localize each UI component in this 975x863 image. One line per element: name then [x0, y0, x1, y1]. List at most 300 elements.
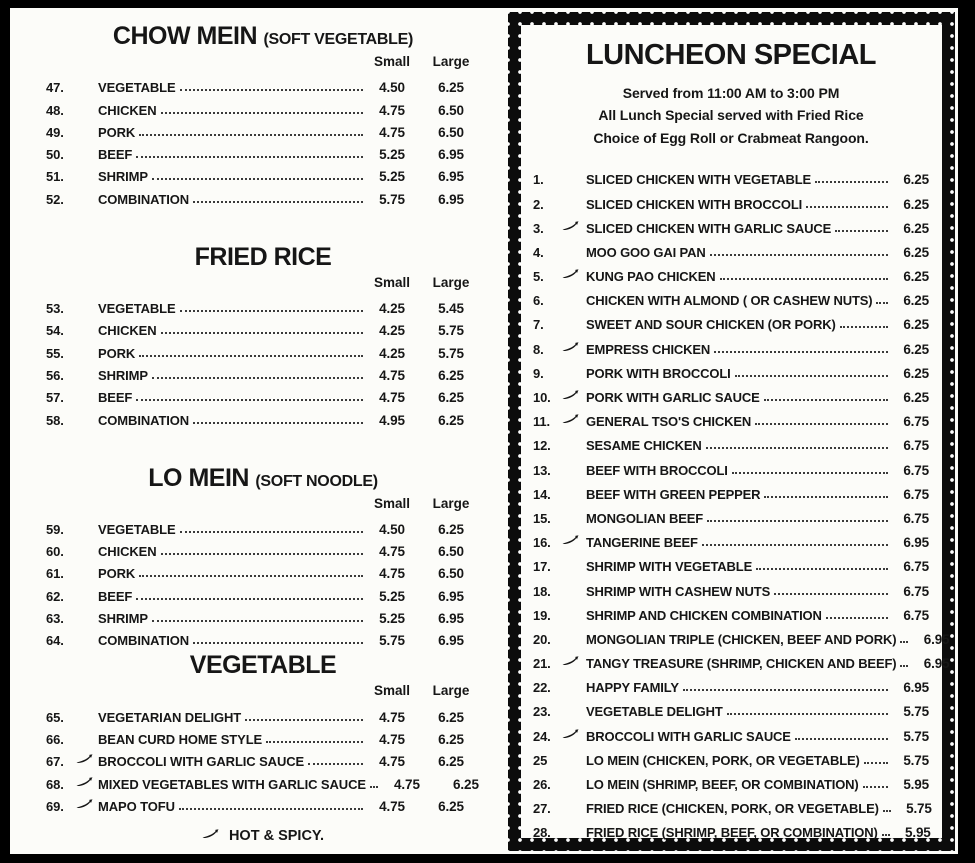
price-small: 4.95 — [379, 412, 405, 428]
luncheon-inner — [521, 25, 950, 841]
menu-item-row — [46, 626, 480, 648]
menu-item-row — [46, 294, 480, 316]
size-column-headers — [46, 683, 480, 698]
item-price: 6.25 — [903, 196, 929, 212]
item-number: 68. — [46, 776, 64, 792]
dot-leader — [152, 377, 363, 379]
item-number: 9. — [533, 365, 544, 381]
dot-leader — [840, 326, 888, 328]
item-name: KUNG PAO CHICKEN — [586, 269, 716, 285]
item-number: 8. — [533, 341, 544, 357]
chili-pepper-icon — [562, 341, 586, 357]
luncheon-item-list — [533, 163, 950, 841]
price-large: 6.50 — [438, 544, 464, 560]
item-name: GENERAL TSO'S CHICKEN — [586, 414, 752, 430]
item-price: 6.25 — [903, 341, 929, 357]
item-number: 1. — [533, 172, 544, 188]
item-name: TANGERINE BEEF — [586, 535, 698, 551]
item-number: 47. — [46, 80, 64, 96]
dot-leader — [706, 447, 888, 449]
item-name: BEEF WITH BROCCOLI — [586, 462, 728, 478]
item-number: 25 — [533, 752, 548, 768]
menu-item-row — [46, 73, 480, 95]
chili-pepper-icon — [76, 798, 98, 814]
dot-leader — [180, 89, 363, 91]
price-small: 4.75 — [379, 566, 405, 582]
item-name: PORK WITH GARLIC SAUCE — [586, 390, 760, 406]
item-name: BEEF — [98, 588, 133, 604]
item-number: 67. — [46, 754, 64, 770]
price-large: 6.25 — [453, 776, 479, 792]
item-number: 62. — [46, 588, 64, 604]
item-number: 3. — [533, 220, 544, 236]
item-number: 17. — [533, 559, 551, 575]
dot-leader — [139, 355, 363, 357]
hot-spicy-legend — [46, 828, 480, 848]
section-title — [46, 243, 480, 272]
luncheon-item-row — [533, 744, 929, 768]
price-small: 5.75 — [379, 191, 405, 207]
price-large: 6.50 — [438, 124, 464, 140]
item-number: 57. — [46, 390, 64, 406]
dot-leader — [707, 520, 888, 522]
luncheon-item-row — [533, 792, 932, 817]
item-number: 12. — [533, 438, 551, 454]
item-name: SHRIMP WITH VEGETABLE — [586, 559, 753, 575]
dot-leader — [900, 641, 908, 643]
luncheon-item-row — [533, 429, 929, 453]
luncheon-item-row — [533, 599, 929, 623]
item-name: COMBINATION — [98, 633, 190, 649]
menu-item-row — [46, 184, 480, 206]
price-large: 6.95 — [438, 191, 464, 207]
dot-leader — [835, 230, 888, 232]
luncheon-item-row — [533, 816, 929, 840]
section-title-text: LO MEIN — [148, 463, 249, 492]
luncheon-item-row — [533, 236, 929, 260]
price-small: 4.75 — [379, 390, 405, 406]
item-number: 6. — [533, 293, 544, 309]
small-column-header: Small — [373, 495, 411, 511]
dot-leader — [826, 617, 888, 619]
menu-section-lo-mein — [46, 464, 480, 649]
small-column-header: Small — [373, 54, 411, 69]
item-number: 58. — [46, 412, 64, 428]
price-small: 4.75 — [394, 776, 420, 792]
luncheon-special-panel — [508, 12, 955, 851]
item-number: 26. — [533, 777, 551, 793]
item-price: 5.95 — [904, 825, 931, 841]
dot-leader — [806, 206, 888, 208]
item-number: 7. — [533, 317, 544, 333]
luncheon-item-row — [533, 768, 929, 792]
price-small: 4.75 — [379, 102, 405, 118]
dot-leader — [180, 310, 363, 312]
item-price: 6.75 — [903, 583, 929, 599]
item-number: 11. — [533, 414, 550, 430]
price-large: 6.95 — [438, 169, 464, 185]
item-number: 50. — [46, 147, 64, 163]
large-column-header: Large — [432, 54, 470, 69]
item-number: 18. — [533, 583, 551, 599]
dot-leader — [370, 786, 378, 788]
luncheon-subtitle-choice: Choice of Egg Roll or Crabmeat Rangoon. — [593, 129, 869, 146]
item-number: 69. — [46, 798, 64, 814]
item-number: 15. — [533, 510, 551, 526]
item-price: 6.95 — [923, 656, 950, 672]
item-price: 6.25 — [903, 365, 929, 381]
chili-pepper-icon — [562, 728, 586, 744]
item-price: 6.95 — [903, 535, 929, 551]
luncheon-subtitle-rice: All Lunch Special served with Fried Rice — [598, 107, 864, 124]
item-name: PORK — [98, 345, 136, 361]
item-price: 5.95 — [903, 777, 929, 793]
luncheon-item-row — [533, 671, 929, 695]
luncheon-item-row — [533, 550, 929, 574]
item-price: 6.25 — [903, 220, 929, 236]
small-column-header: Small — [373, 683, 411, 699]
item-number: 49. — [46, 124, 64, 140]
item-name: PORK — [98, 566, 136, 582]
price-small: 4.75 — [379, 124, 405, 140]
chili-pepper-icon — [562, 268, 586, 284]
item-number: 61. — [46, 566, 64, 582]
item-number: 27. — [533, 801, 551, 817]
menu-item-row — [46, 769, 480, 791]
price-large: 5.75 — [438, 323, 464, 339]
dot-leader — [161, 332, 363, 334]
dot-leader — [714, 351, 888, 353]
dot-leader — [266, 741, 363, 743]
size-column-headers — [46, 275, 480, 290]
luncheon-item-row — [533, 212, 929, 236]
price-large: 6.25 — [438, 521, 464, 537]
hot-spicy-label: HOT & SPICY. — [228, 828, 325, 844]
dot-leader — [882, 834, 890, 836]
item-price: 5.75 — [906, 801, 932, 817]
item-number: 14. — [533, 486, 551, 502]
size-column-headers — [46, 496, 480, 511]
item-price: 6.75 — [903, 559, 929, 575]
menu-item-row — [46, 118, 480, 140]
luncheon-item-row — [533, 478, 929, 502]
item-price: 6.25 — [903, 293, 929, 309]
price-small: 4.50 — [379, 521, 405, 537]
chili-pepper-icon — [562, 389, 586, 405]
item-price: 6.75 — [903, 607, 929, 623]
chili-pepper-icon — [562, 413, 586, 429]
item-price: 6.75 — [903, 462, 929, 478]
price-small: 5.25 — [379, 169, 405, 185]
price-small: 5.25 — [379, 611, 405, 627]
item-name: SHRIMP — [98, 169, 148, 185]
dot-leader — [727, 713, 888, 715]
item-price: 6.75 — [903, 510, 929, 526]
price-large: 6.95 — [438, 588, 464, 604]
section-title — [46, 464, 480, 493]
luncheon-item-row — [533, 647, 950, 672]
luncheon-item-row — [533, 405, 929, 429]
item-name: SLICED CHICKEN WITH BROCCOLI — [586, 196, 803, 212]
price-small: 4.25 — [379, 345, 405, 361]
menu-item-row — [46, 515, 480, 537]
price-small: 5.25 — [379, 588, 405, 604]
menu-section-fried-rice — [46, 243, 480, 428]
price-large: 5.75 — [438, 345, 464, 361]
menu-item-row — [46, 361, 480, 383]
dot-leader — [152, 620, 363, 622]
menu-item-row — [46, 559, 480, 581]
section-title — [46, 651, 480, 680]
item-number: 5. — [533, 269, 544, 285]
price-large: 6.25 — [438, 412, 464, 428]
dot-leader — [161, 112, 363, 114]
large-column-header: Large — [432, 683, 470, 699]
item-name: CHICKEN WITH ALMOND ( OR CASHEW NUTS) — [586, 293, 873, 309]
price-large: 6.25 — [438, 731, 464, 747]
item-name: PORK WITH BROCCOLI — [586, 365, 731, 381]
price-large: 6.25 — [438, 709, 464, 725]
item-name: MOO GOO GAI PAN — [586, 244, 706, 260]
dot-leader — [179, 808, 363, 810]
item-name: VEGETARIAN DELIGHT — [98, 709, 242, 725]
dot-leader — [193, 201, 363, 203]
price-small: 4.75 — [379, 754, 405, 770]
section-subtitle: (SOFT VEGETABLE) — [263, 31, 414, 48]
dot-leader — [900, 665, 908, 667]
dot-leader — [139, 575, 363, 577]
item-price: 6.25 — [903, 244, 929, 260]
price-large: 6.25 — [438, 367, 464, 383]
price-small: 4.25 — [379, 301, 405, 317]
item-number: 60. — [46, 544, 64, 560]
item-number: 52. — [46, 191, 64, 207]
dot-leader — [764, 496, 888, 498]
dot-leader — [720, 278, 888, 280]
item-number: 10. — [533, 390, 551, 406]
item-name: BEEF — [98, 390, 133, 406]
price-large: 6.95 — [438, 633, 464, 649]
menu-section-vegetable — [46, 651, 480, 813]
menu-item-row — [46, 792, 480, 814]
dot-leader — [161, 553, 363, 555]
dot-leader — [193, 642, 363, 644]
luncheon-subtitle-hours: Served from 11:00 AM to 3:00 PM — [622, 85, 840, 101]
dot-leader — [193, 422, 363, 424]
size-column-headers — [46, 54, 480, 69]
menu-item-row — [46, 537, 480, 559]
chili-pepper-icon — [76, 753, 98, 769]
dot-leader — [732, 472, 888, 474]
item-price: 6.95 — [903, 680, 929, 696]
item-name: SHRIMP AND CHICKEN COMBINATION — [586, 607, 822, 623]
item-price: 6.25 — [903, 172, 929, 188]
item-name: VEGETABLE — [98, 521, 176, 537]
dot-leader — [180, 531, 363, 533]
item-name: LO MEIN (CHICKEN, PORK, OR VEGETABLE) — [586, 752, 860, 768]
price-large: 5.45 — [438, 301, 464, 317]
menu-item-row — [46, 702, 480, 724]
luncheon-item-row — [533, 357, 929, 381]
item-price: 6.75 — [903, 486, 929, 502]
item-price: 5.75 — [903, 728, 929, 744]
item-name: SHRIMP — [98, 367, 148, 383]
price-small: 4.75 — [379, 798, 405, 814]
price-large: 6.95 — [438, 611, 464, 627]
dot-leader — [795, 738, 888, 740]
item-name: BEAN CURD HOME STYLE — [98, 731, 263, 747]
dot-leader — [815, 181, 888, 183]
menu-item-row — [46, 140, 480, 162]
price-large: 6.25 — [438, 798, 464, 814]
item-name: SLICED CHICKEN WITH VEGETABLE — [586, 172, 812, 188]
luncheon-item-row — [533, 719, 929, 743]
menu-item-row — [46, 383, 480, 405]
dot-leader — [136, 598, 363, 600]
dot-leader — [756, 568, 888, 570]
item-name: COMBINATION — [98, 412, 190, 428]
menu-item-row — [46, 747, 480, 769]
chili-pepper-icon — [202, 828, 229, 844]
item-name: FRIED RICE (SHRIMP, BEEF, OR COMBINATION) — [586, 825, 878, 841]
item-name: SLICED CHICKEN WITH GARLIC SAUCE — [586, 220, 832, 236]
dot-leader — [710, 254, 888, 256]
price-small: 5.25 — [379, 147, 405, 163]
left-menu-sections — [46, 16, 480, 814]
item-name: VEGETABLE DELIGHT — [586, 704, 723, 720]
large-column-header: Large — [432, 274, 470, 290]
price-small: 4.75 — [379, 367, 405, 383]
item-number: 55. — [46, 345, 64, 361]
luncheon-item-row — [533, 187, 929, 211]
dot-leader — [735, 375, 888, 377]
section-title-text: CHOW MEIN — [112, 22, 258, 50]
section-title — [46, 22, 480, 51]
price-large: 6.50 — [438, 566, 464, 582]
section-title-text: VEGETABLE — [189, 651, 337, 680]
luncheon-item-row — [533, 623, 950, 647]
dot-leader — [139, 134, 363, 136]
dot-leader — [755, 423, 888, 425]
price-small: 4.75 — [379, 709, 405, 725]
luncheon-title: LUNCHEON SPECIAL — [585, 39, 877, 71]
item-price: 5.75 — [903, 752, 929, 768]
item-name: MAPO TOFU — [98, 798, 175, 814]
item-name: MONGOLIAN BEEF — [586, 510, 704, 526]
price-small: 4.75 — [379, 544, 405, 560]
item-name: SHRIMP WITH CASHEW NUTS — [586, 583, 771, 599]
dot-leader — [136, 399, 363, 401]
luncheon-item-row — [533, 163, 929, 187]
item-name: BROCCOLI WITH GARLIC SAUCE — [98, 754, 305, 770]
item-number: 22. — [533, 680, 551, 696]
item-name: SHRIMP — [98, 611, 148, 627]
item-name: BEEF WITH GREEN PEPPER — [586, 486, 761, 502]
dot-leader — [152, 178, 363, 180]
item-price: 5.75 — [903, 704, 929, 720]
item-name: MONGOLIAN TRIPLE (CHICKEN, BEEF AND PORK) — [586, 631, 897, 647]
item-name: LO MEIN (SHRIMP, BEEF, OR COMBINATION) — [586, 777, 859, 793]
item-name: PORK — [98, 124, 136, 140]
menu-item-row — [46, 604, 480, 626]
item-name: SESAME CHICKEN — [586, 438, 702, 454]
price-large: 6.95 — [438, 147, 464, 163]
item-name: CHICKEN — [98, 323, 157, 339]
item-price: 6.25 — [903, 317, 929, 333]
luncheon-item-row — [533, 260, 929, 284]
item-number: 64. — [46, 633, 64, 649]
item-number: 21. — [533, 656, 551, 672]
price-small: 4.25 — [379, 323, 405, 339]
dot-leader — [864, 762, 888, 764]
item-price: 6.25 — [903, 390, 929, 406]
item-name: VEGETABLE — [98, 80, 176, 96]
menu-item-row — [46, 162, 480, 184]
dot-leader — [308, 763, 363, 765]
item-number: 28. — [533, 825, 551, 841]
item-number: 19. — [533, 607, 551, 623]
left-column — [10, 8, 510, 854]
luncheon-item-row — [533, 308, 929, 332]
price-large: 6.25 — [438, 754, 464, 770]
item-name: SWEET AND SOUR CHICKEN (OR PORK) — [586, 317, 836, 333]
dot-leader — [883, 810, 891, 812]
item-price: 6.95 — [923, 631, 950, 647]
item-name: FRIED RICE (CHICKEN, PORK, OR VEGETABLE) — [586, 801, 879, 817]
large-column-header: Large — [432, 495, 470, 511]
luncheon-item-row — [533, 284, 929, 308]
menu-item-row — [46, 725, 480, 747]
item-number: 23. — [533, 704, 551, 720]
chili-pepper-icon — [562, 655, 586, 671]
price-large: 6.25 — [438, 390, 464, 406]
dot-leader — [774, 593, 888, 595]
item-number: 66. — [46, 731, 64, 747]
item-number: 20. — [533, 631, 551, 647]
luncheon-item-row — [533, 526, 929, 550]
price-small: 5.75 — [379, 633, 405, 649]
dot-leader — [683, 689, 888, 691]
luncheon-item-row — [533, 453, 929, 477]
luncheon-item-row — [533, 381, 929, 405]
section-subtitle: (SOFT NOODLE) — [255, 472, 378, 490]
item-name: CHICKEN — [98, 102, 157, 118]
menu-item-row — [46, 316, 480, 338]
item-number: 48. — [46, 102, 64, 118]
menu-item-row — [46, 581, 480, 603]
dot-leader — [876, 302, 888, 304]
item-number: 63. — [46, 611, 64, 627]
price-large: 6.50 — [438, 102, 464, 118]
luncheon-item-row — [533, 332, 929, 356]
dot-leader — [136, 156, 363, 158]
item-number: 13. — [533, 462, 551, 478]
menu-item-row — [46, 95, 480, 117]
item-price: 6.75 — [903, 414, 929, 430]
luncheon-item-row — [533, 695, 929, 719]
dot-leader — [863, 786, 888, 788]
item-number: 54. — [46, 323, 64, 339]
item-name: HAPPY FAMILY — [586, 680, 679, 696]
luncheon-item-row — [533, 574, 929, 598]
item-price: 6.25 — [903, 269, 929, 285]
item-name: MIXED VEGETABLES WITH GARLIC SAUCE — [98, 776, 366, 792]
dot-leader — [702, 544, 888, 546]
dot-leader — [764, 399, 888, 401]
chili-pepper-icon — [562, 534, 586, 550]
item-name: COMBINATION — [98, 191, 190, 207]
dot-leader — [245, 719, 363, 721]
